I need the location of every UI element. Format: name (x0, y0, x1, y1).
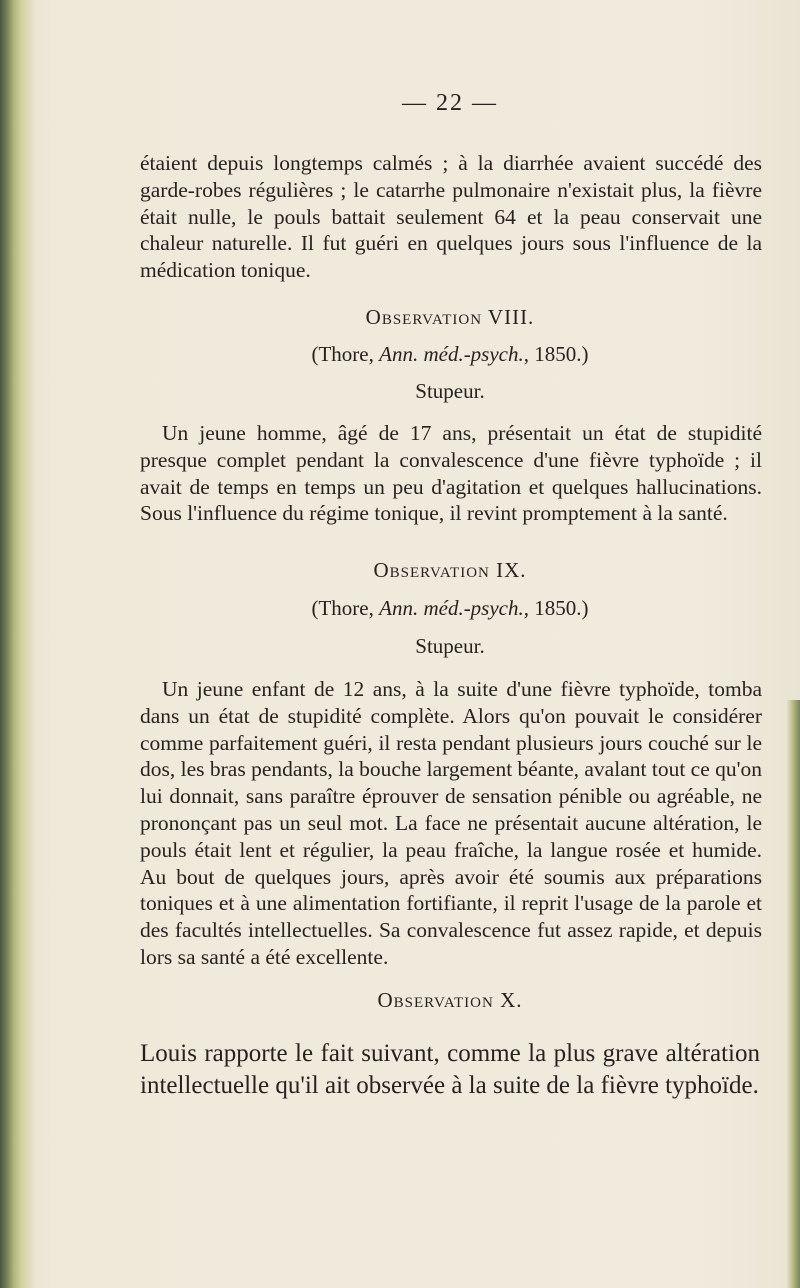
observation-9-subject: Stupeur. (415, 634, 485, 658)
observation-8-citation (140, 342, 760, 367)
citation-year: , 1850.) (523, 342, 589, 366)
citation-journal: Ann. méd.-psych. (379, 596, 524, 620)
observation-10-heading: Observation X. (377, 988, 523, 1012)
observation-8-text: Un jeune homme, âgé de 17 ans, présentait un état de stupidité presque complet pendant la convalescence d'une fièvre typhoïde ; il avait de temps en temps un peu d'agitation et quelques hallucinations. Sous l'influence du régime tonique, il revint promptement à la santé. (140, 421, 762, 526)
intro-paragraph: étaient depuis longtemps calmés ; à la diarrhée avaient succédé des garde-robes régulières ; le catarrhe pulmonaire n'existait plus, la fièvre était nulle, le pouls battait seulement 64 et la peau conservait une chaleur naturelle. Il fut guéri en quelques jours sous l'influence de la médication tonique. (140, 151, 762, 283)
observation-9-heading: Observation IX. (373, 558, 527, 582)
observation-10-text: Louis rapporte le fait suivant, comme la plus grave altération intellectuelle qu'il ait observée à la suite de la fièvre typhoïde. (140, 1040, 760, 1099)
citation-journal: Ann. méd.-psych. (379, 342, 524, 366)
page-number: — 22 — (402, 90, 498, 116)
observation-9-text: Un jeune enfant de 12 ans, à la suite d'une fièvre typhoïde, tomba dans un état de stupidité complète. Alors qu'on pouvait le considérer comme parfaitement guéri, il resta pendant plusieurs jours couché sur le dos, les bras pendants, la bouche largement béante, avalant tout ce qu'on lui donnait, sans paraître éprouver de sensation pénible ou agréable, ne prononçant pas un seul mot. La face ne présentait aucune altération, le pouls était lent et régulier, la peau fraîche, la langue rosée et humide. Au bout de quelques jours, après avoir été soumis aux préparations toniques et à une alimentation fortifiante, il reprit l'usage de la parole et des facultés intellectuelles. Sa convalescence fut assez rapide, et depuis lors sa santé a été excellente. (140, 677, 762, 969)
observation-9-citation (140, 596, 760, 621)
citation-author: (Thore, (311, 342, 380, 366)
observation-8-subject: Stupeur. (415, 379, 485, 403)
citation-author: (Thore, (311, 596, 380, 620)
right-binding-edge (786, 700, 800, 1288)
citation-year: , 1850.) (523, 596, 589, 620)
observation-8-heading: Observation VIII. (365, 305, 535, 329)
left-binding-edge (0, 0, 34, 1288)
